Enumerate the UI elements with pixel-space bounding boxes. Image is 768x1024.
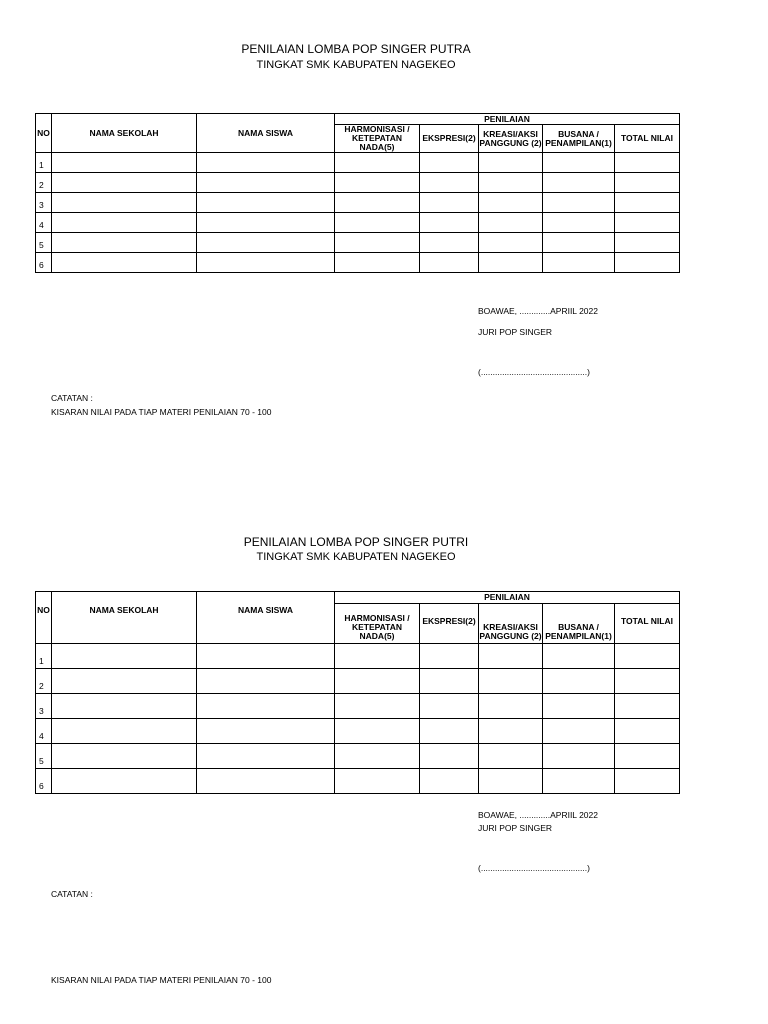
header-kreasi: KREASI/AKSI PANGGUNG (2) [479, 125, 543, 153]
kreasi-cell[interactable] [479, 644, 543, 669]
table-row [36, 153, 680, 173]
nama-sekolah-cell[interactable] [52, 719, 197, 744]
row-number: 6 [36, 253, 52, 273]
nama-sekolah-cell[interactable] [52, 694, 197, 719]
harmonisasi-cell[interactable] [335, 253, 420, 273]
ekspresi-cell[interactable] [420, 669, 479, 694]
total-nilai-cell[interactable] [615, 233, 680, 253]
harmonisasi-cell[interactable] [335, 233, 420, 253]
form-subtitle: TINGKAT SMK KABUPATEN NAGEKEO [256, 551, 456, 563]
busana-cell[interactable] [543, 744, 615, 769]
header-total-nilai: TOTAL NILAI [615, 604, 680, 644]
signature-line: (.............................................) [478, 367, 590, 377]
place-date: BOAWAE, .............APRIIL 2022 [478, 306, 598, 316]
harmonisasi-cell[interactable] [335, 744, 420, 769]
signature-line: (.............................................) [478, 863, 590, 873]
harmonisasi-cell[interactable] [335, 193, 420, 213]
header-nama-siswa: NAMA SISWA [197, 114, 335, 153]
table-row [36, 669, 680, 694]
kreasi-cell[interactable] [479, 253, 543, 273]
total-nilai-cell[interactable] [615, 669, 680, 694]
ekspresi-cell[interactable] [420, 744, 479, 769]
nama-siswa-cell[interactable] [197, 233, 335, 253]
nama-sekolah-cell[interactable] [52, 769, 197, 794]
nama-siswa-cell[interactable] [197, 213, 335, 233]
row-number: 2 [36, 669, 52, 694]
header-no: NO [36, 114, 52, 153]
busana-cell[interactable] [543, 694, 615, 719]
header-ekspresi: EKSPRESI(2) [420, 604, 479, 644]
row-number: 2 [36, 173, 52, 193]
header-harmonisasi: HARMONISASI / KETEPATAN NADA(5) [335, 125, 420, 153]
header-penilaian: PENILAIAN [335, 114, 680, 125]
busana-cell[interactable] [543, 769, 615, 794]
ekspresi-cell[interactable] [420, 694, 479, 719]
nama-siswa-cell[interactable] [197, 253, 335, 273]
kreasi-cell[interactable] [479, 173, 543, 193]
harmonisasi-cell[interactable] [335, 769, 420, 794]
nama-sekolah-cell[interactable] [52, 153, 197, 173]
row-number: 5 [36, 744, 52, 769]
busana-cell[interactable] [543, 173, 615, 193]
total-nilai-cell[interactable] [615, 719, 680, 744]
kreasi-cell[interactable] [479, 233, 543, 253]
total-nilai-cell[interactable] [615, 193, 680, 213]
place-date: BOAWAE, .............APRIIL 2022 [478, 810, 598, 820]
busana-cell[interactable] [543, 213, 615, 233]
row-number: 6 [36, 769, 52, 794]
kreasi-cell[interactable] [479, 719, 543, 744]
busana-cell[interactable] [543, 233, 615, 253]
total-nilai-cell[interactable] [615, 253, 680, 273]
table-row [36, 213, 680, 233]
table-row [36, 694, 680, 719]
kisaran-note: KISARAN NILAI PADA TIAP MATERI PENILAIAN 70 - 100 [51, 407, 272, 417]
total-nilai-cell[interactable] [615, 694, 680, 719]
total-nilai-cell[interactable] [615, 644, 680, 669]
table-row [36, 769, 680, 794]
header-busana: BUSANA / PENAMPILAN(1) [543, 604, 615, 644]
ekspresi-cell[interactable] [420, 193, 479, 213]
nama-sekolah-cell[interactable] [52, 233, 197, 253]
catatan-label: CATATAN : [51, 393, 93, 403]
kreasi-cell[interactable] [479, 669, 543, 694]
harmonisasi-cell[interactable] [335, 173, 420, 193]
juri-label: JURI POP SINGER [478, 327, 552, 337]
nama-siswa-cell[interactable] [197, 694, 335, 719]
row-number: 3 [36, 694, 52, 719]
ekspresi-cell[interactable] [420, 173, 479, 193]
header-nama-sekolah: NAMA SEKOLAH [52, 114, 197, 153]
table-row [36, 644, 680, 669]
table-row [36, 744, 680, 769]
total-nilai-cell[interactable] [615, 173, 680, 193]
busana-cell[interactable] [543, 669, 615, 694]
busana-cell[interactable] [543, 644, 615, 669]
nama-siswa-cell[interactable] [197, 769, 335, 794]
table-row [36, 173, 680, 193]
header-nama-sekolah: NAMA SEKOLAH [52, 592, 197, 644]
kisaran-note: KISARAN NILAI PADA TIAP MATERI PENILAIAN 70 - 100 [51, 975, 272, 985]
nama-siswa-cell[interactable] [197, 644, 335, 669]
harmonisasi-cell[interactable] [335, 644, 420, 669]
form-title: PENILAIAN LOMBA POP SINGER PUTRI [243, 535, 469, 549]
ekspresi-cell[interactable] [420, 644, 479, 669]
kreasi-cell[interactable] [479, 769, 543, 794]
row-number: 1 [36, 153, 52, 173]
table-row [36, 233, 680, 253]
header-busana: BUSANA / PENAMPILAN(1) [543, 125, 615, 153]
total-nilai-cell[interactable] [615, 769, 680, 794]
busana-cell[interactable] [543, 719, 615, 744]
table-row [36, 193, 680, 213]
header-total-nilai: TOTAL NILAI [615, 125, 680, 153]
row-number: 4 [36, 213, 52, 233]
harmonisasi-cell[interactable] [335, 694, 420, 719]
form-title: PENILAIAN LOMBA POP SINGER PUTRA [241, 42, 471, 56]
ekspresi-cell[interactable] [420, 153, 479, 173]
ekspresi-cell[interactable] [420, 769, 479, 794]
nama-sekolah-cell[interactable] [52, 193, 197, 213]
juri-label: JURI POP SINGER [478, 823, 552, 833]
nama-siswa-cell[interactable] [197, 744, 335, 769]
header-kreasi: KREASI/AKSI PANGGUNG (2) [479, 604, 543, 644]
busana-cell[interactable] [543, 153, 615, 173]
catatan-label: CATATAN : [51, 889, 93, 899]
nama-siswa-cell[interactable] [197, 719, 335, 744]
nama-sekolah-cell[interactable] [52, 644, 197, 669]
nama-sekolah-cell[interactable] [52, 669, 197, 694]
kreasi-cell[interactable] [479, 213, 543, 233]
nama-sekolah-cell[interactable] [52, 253, 197, 273]
busana-cell[interactable] [543, 193, 615, 213]
busana-cell[interactable] [543, 253, 615, 273]
header-harmonisasi: HARMONISASI / KETEPATAN NADA(5) [335, 604, 420, 644]
ekspresi-cell[interactable] [420, 253, 479, 273]
header-no: NO [36, 592, 52, 644]
kreasi-cell[interactable] [479, 744, 543, 769]
nama-siswa-cell[interactable] [197, 173, 335, 193]
header-nama-siswa: NAMA SISWA [197, 592, 335, 644]
kreasi-cell[interactable] [479, 694, 543, 719]
header-ekspresi: EKSPRESI(2) [420, 125, 479, 153]
score-table [35, 591, 680, 794]
kreasi-cell[interactable] [479, 193, 543, 213]
total-nilai-cell[interactable] [615, 744, 680, 769]
nama-sekolah-cell[interactable] [52, 173, 197, 193]
score-table [35, 113, 680, 273]
harmonisasi-cell[interactable] [335, 669, 420, 694]
total-nilai-cell[interactable] [615, 213, 680, 233]
harmonisasi-cell[interactable] [335, 213, 420, 233]
row-number: 5 [36, 233, 52, 253]
table-row [36, 719, 680, 744]
row-number: 1 [36, 644, 52, 669]
header-penilaian: PENILAIAN [335, 592, 680, 604]
nama-sekolah-cell[interactable] [52, 213, 197, 233]
row-number: 4 [36, 719, 52, 744]
nama-siswa-cell[interactable] [197, 669, 335, 694]
harmonisasi-cell[interactable] [335, 719, 420, 744]
form-subtitle: TINGKAT SMK KABUPATEN NAGEKEO [256, 59, 456, 71]
total-nilai-cell[interactable] [615, 153, 680, 173]
ekspresi-cell[interactable] [420, 719, 479, 744]
nama-siswa-cell[interactable] [197, 193, 335, 213]
harmonisasi-cell[interactable] [335, 153, 420, 173]
nama-siswa-cell[interactable] [197, 153, 335, 173]
row-number: 3 [36, 193, 52, 213]
kreasi-cell[interactable] [479, 153, 543, 173]
table-row [36, 253, 680, 273]
ekspresi-cell[interactable] [420, 213, 479, 233]
ekspresi-cell[interactable] [420, 233, 479, 253]
nama-sekolah-cell[interactable] [52, 744, 197, 769]
